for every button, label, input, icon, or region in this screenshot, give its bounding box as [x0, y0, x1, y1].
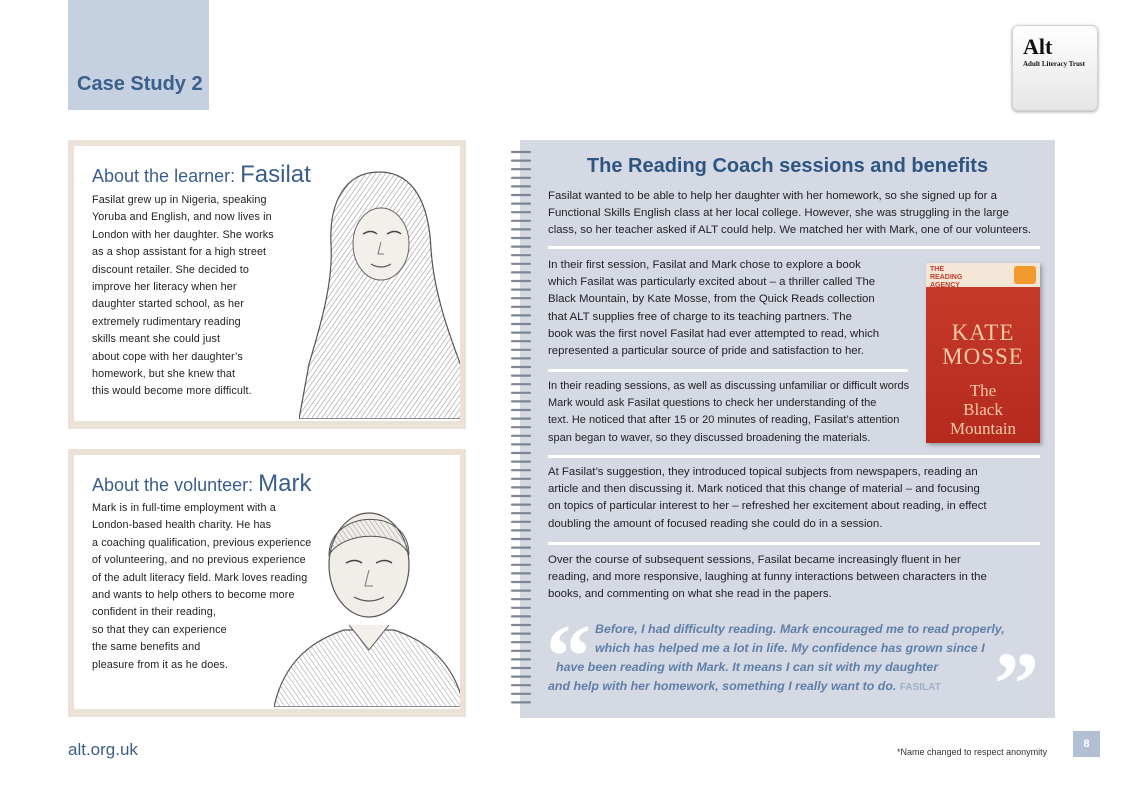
book-series: THE READING AGENCY — [930, 266, 963, 289]
quote-attribution: FASILAT — [899, 682, 941, 693]
paragraph-1 — [548, 188, 1031, 240]
quote-line: have been reading with Mark. It means I can sit with my daughter — [556, 660, 939, 674]
book-title — [926, 381, 1040, 438]
divider — [548, 542, 1040, 545]
para-line: At Fasilat’s suggestion, they introduced topical subjects from newspapers, reading an — [548, 466, 978, 478]
title-line: Mountain — [949, 419, 1017, 438]
book-author — [926, 321, 1040, 369]
paragraph-2 — [548, 257, 879, 360]
logo-subtitle: Adult Literacy Trust — [1023, 60, 1085, 68]
learner-portrait — [299, 164, 460, 419]
sessions-panel — [520, 140, 1055, 734]
bio-line: a coaching qualification, previous experience — [92, 536, 312, 549]
paragraph-3 — [548, 378, 909, 447]
divider — [548, 246, 1040, 249]
para-line: Over the course of subsequent sessions, Fasilat became increasingly fluent in her — [548, 554, 961, 566]
bio-line: Fasilat grew up in Nigeria, speaking — [92, 194, 267, 206]
bio-line: daughter started school, as her — [92, 298, 244, 311]
bio-line: extremely rudimentary reading — [92, 315, 241, 328]
bio-line: and wants to help others to become more — [92, 589, 295, 602]
quote-line-text: and help with her homework, something I really want to do. — [548, 679, 897, 693]
page-number: 8 — [1073, 731, 1100, 757]
close-quote-icon: ” — [994, 635, 1039, 734]
learner-card-inner — [74, 146, 460, 421]
footer-link[interactable]: alt.org.uk — [68, 740, 138, 759]
open-quote-icon: “ — [546, 607, 591, 706]
para-line: represented a particular source of pride and satisfaction to her. — [548, 345, 864, 358]
para-line: doubling the amount of focused reading she could do in a session. — [548, 517, 883, 530]
learner-bio — [92, 192, 274, 401]
section-tab — [68, 0, 209, 110]
panel-title: The Reading Coach sessions and benefits — [586, 155, 989, 177]
divider — [548, 369, 908, 372]
volunteer-heading-prefix: About the volunteer: — [92, 475, 254, 495]
bio-line: homework, but she knew that — [92, 368, 236, 381]
author-line: KATE — [951, 320, 1015, 345]
bio-line: confident in their reading, — [92, 606, 216, 619]
bio-line: discount retailer. She decided to — [92, 263, 249, 276]
divider — [548, 455, 1040, 458]
bio-line: London-based health charity. He has — [92, 519, 272, 532]
para-line: books, and commenting on what she read in the papers. — [548, 588, 832, 601]
quote-line: which has helped me a lot in life. My confidence has grown since I — [595, 641, 985, 655]
para-line: Black Mountain, by Kate Mosse, from the Quick Reads collection — [548, 293, 875, 306]
bio-line: this would become more difficult. — [92, 385, 252, 398]
bio-line: improve her literacy when her — [92, 281, 237, 294]
paragraph-4 — [548, 464, 987, 533]
alt-logo — [1012, 25, 1098, 111]
bio-line: the same benefits and — [92, 641, 201, 654]
para-line: on topics of particular interest to her – refreshed her excitement about reading, in effect — [548, 500, 987, 513]
bio-line: pleasure from it as he does. — [92, 658, 229, 671]
bio-line: Yoruba and English, and now lives in — [92, 211, 272, 224]
quote-line — [548, 677, 941, 697]
quote-line: Before, I had difficulty reading. Mark encouraged me to read properly, — [595, 622, 1005, 636]
volunteer-card-inner — [74, 455, 460, 709]
footnote: *Name changed to respect anonymity — [897, 747, 1048, 757]
para-line: class, so her teacher asked if ALT could help. We matched her with Mark, one of our volunteers. — [548, 224, 1032, 237]
title-line: Black — [963, 400, 1003, 419]
learner-heading-prefix: About the learner: — [92, 166, 236, 186]
bio-line: so that they can experience — [92, 623, 227, 636]
para-line: span began to waver, so they discussed broadening the materials. — [548, 431, 871, 444]
spiral-binding — [510, 150, 532, 710]
bio-line: London with her daughter. She works — [92, 228, 274, 241]
paragraph-5 — [548, 552, 987, 604]
para-line: which Fasilat was particularly excited about – a thriller called The — [548, 276, 876, 289]
para-line: In their first session, Fasilat and Mark chose to explore a book — [548, 259, 861, 271]
author-line: MOSSE — [942, 344, 1024, 369]
bio-line: of volunteering, and no previous experience — [92, 554, 306, 567]
learner-card — [68, 140, 466, 429]
testimonial-quote — [542, 607, 1042, 734]
para-line: reading, and more responsive, laughing at funny interactions between characters in the — [548, 571, 987, 584]
volunteer-name: Mark — [258, 470, 312, 497]
para-line: Functional Skills English class at her local college. However, she was struggling in the large — [548, 207, 1009, 220]
bio-line: skills meant she could just — [92, 333, 221, 346]
bio-line: of the adult literacy field. Mark loves reading — [92, 571, 308, 584]
para-line: text. He noticed that after 15 or 20 minutes of reading, Fasilat’s attention — [548, 414, 900, 427]
book-cover — [926, 263, 1040, 443]
para-line: that ALT supplies free of charge to its teaching partners. The — [548, 310, 852, 323]
learner-name: Fasilat — [240, 161, 311, 188]
bio-line: as a shop assistant for a high street — [92, 246, 267, 259]
para-line: In their reading sessions, as well as discussing unfamiliar or difficult words — [548, 380, 910, 392]
quick-reads-badge — [1014, 266, 1036, 284]
learner-heading — [92, 161, 311, 189]
title-line: The — [969, 381, 997, 400]
bio-line: Mark is in full-time employment with a — [92, 502, 276, 514]
bio-line: about cope with her daughter’s — [92, 350, 243, 363]
section-title: Case Study 2 — [77, 73, 203, 95]
para-line: Mark would ask Fasilat questions to check her understanding of the — [548, 397, 877, 410]
para-line: Fasilat wanted to be able to help her daughter with her homework, so she signed up for a — [548, 190, 997, 202]
logo-name: Alt — [1023, 34, 1053, 59]
volunteer-heading — [92, 470, 311, 498]
volunteer-card — [68, 449, 466, 717]
para-line: article and then discussing it. Mark noticed that this change of material – and focusing — [548, 483, 980, 496]
volunteer-bio — [92, 500, 311, 674]
para-line: book was the first novel Fasilat had ever attempted to read, which — [548, 327, 880, 340]
